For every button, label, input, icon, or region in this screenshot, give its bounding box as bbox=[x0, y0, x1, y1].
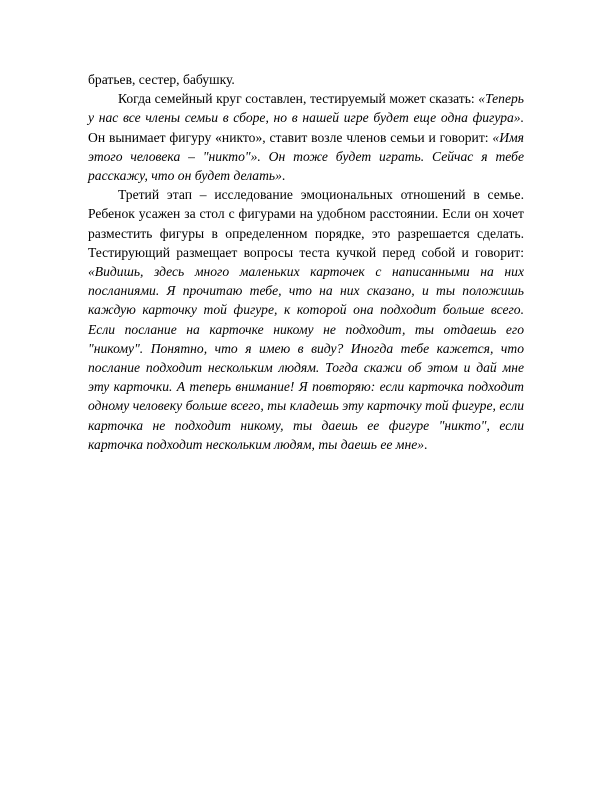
document-page bbox=[88, 70, 524, 454]
text-run: . bbox=[424, 436, 428, 452]
text-run: Он вынимает фигуру «никто», ставит возле членов семьи и говорит: bbox=[88, 129, 493, 145]
quoted-instruction: «Теперь у нас все члены семьи в сборе, но в нашей игре будет еще одна фигура». bbox=[88, 91, 524, 126]
paragraph-2 bbox=[88, 89, 524, 185]
paragraph-1 bbox=[88, 70, 524, 89]
text-run: Третий этап – исследование эмоциональных отношений в семье. Ребенок усажен за стол с фигурами на удобном расстоянии. Если он хочет разместить фигуры в определенном порядке, это разрешается сделать. Тестирующий размещает вопросы теста кучкой перед собой и говорит: bbox=[88, 187, 524, 260]
text-run: Когда семейный круг составлен, тестируемый может сказать: bbox=[118, 91, 479, 107]
quoted-instruction: «Видишь, здесь много маленьких карточек с написанными на них посланиями. Я прочитаю тебе, что на них сказано, и ты положишь каждую карточку той фигуре, к которой она подходит больше всего. Если послание на карточке никому не подходит, ты отдаешь его "никому". Понятно, что я имею в виду? Иногда тебе кажется, что послание подходит нескольким людям. Тогда скажи об этом и дай мне эту карточки. А теперь внимание! Я повторяю: если карточка подходит одному человеку больше всего, ты кладешь эту карточку той фигуре, если карточка не подходит никому, ты даешь ее фигуре "никто", если карточка подходит нескольким людям, ты даешь ее мне» bbox=[88, 264, 524, 452]
quoted-instruction: «Имя этого человека – "никто"». Он тоже будет играть. Сейчас я тебе расскажу, что он будет делать» bbox=[88, 129, 524, 184]
text-run: братьев, сестер, бабушку. bbox=[88, 72, 235, 87]
paragraph-3 bbox=[88, 185, 524, 454]
text-run: . bbox=[281, 168, 286, 184]
